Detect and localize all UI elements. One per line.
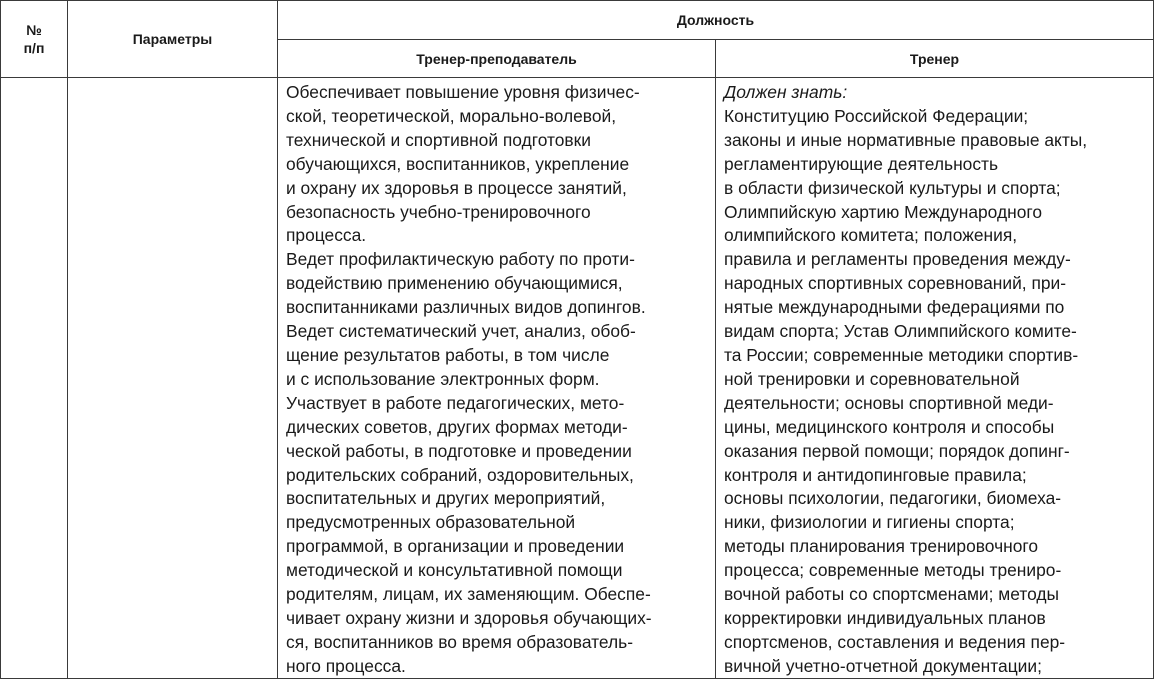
number-header-line1: № <box>26 22 42 38</box>
text-line: деятельности; основы спортивной меди- <box>724 392 1054 413</box>
text-line: щение результатов работы, в том числе <box>286 344 610 365</box>
text-line: чивает охрану жизни и здоровья обучающих- <box>286 607 652 628</box>
text-line: Конституцию Российской Федерации; <box>724 105 1029 126</box>
text-line: родительских собраний, оздоровительных, <box>286 464 634 485</box>
parameters-header: Параметры <box>68 1 278 78</box>
number-cell <box>1 78 68 679</box>
text-line: вичной учетно-отчетной документации; <box>724 655 1042 676</box>
text-line: правила и регламенты проведения между- <box>724 249 1071 270</box>
number-header <box>1 1 68 78</box>
text-line: Ведет профилактическую работу по проти- <box>286 249 635 270</box>
text-line: цины, медицинского контроля и способы <box>724 416 1055 437</box>
text-line: родителям, лицам, их заменяющим. Обеспе- <box>286 584 651 605</box>
text-line: та России; современные методики спортив- <box>724 344 1079 365</box>
text-line: и охрану их здоровья в процессе занятий, <box>286 177 627 198</box>
text-line: водействию применению обучающимися, <box>286 273 623 294</box>
text-line: Олимпийскую хартию Международного <box>724 201 1043 222</box>
text-line: воспитанниками различных видов допингов. <box>286 297 646 318</box>
text-line: дических советов, других формах методи- <box>286 416 628 437</box>
text-line: ной тренировки и соревновательной <box>724 368 1020 389</box>
text-line: ческой работы, в подготовке и проведении <box>286 440 632 461</box>
text-line: Участвует в работе педагогических, мето- <box>286 392 625 413</box>
text-line: обучающихся, воспитанников, укрепление <box>286 153 630 174</box>
text-line: народных спортивных соревнований, при- <box>724 273 1067 294</box>
text-line: нятые международными федерациями по <box>724 297 1065 318</box>
text-line: ской, теоретической, морально-волевой, <box>286 105 617 126</box>
text-line: воспитательных и других мероприятий, <box>286 488 606 509</box>
text-line: программой, в организации и проведении <box>286 536 625 557</box>
text-line: ного процесса. <box>286 655 406 676</box>
trainer-header: Тренер <box>716 40 1154 78</box>
text-line: методы планирования тренировочного <box>724 536 1039 557</box>
text-line: технической и спортивной подготовки <box>286 129 591 150</box>
text-line: основы психологии, педагогики, биомеха- <box>724 488 1062 509</box>
text-line: Обеспечивает повышение уровня физичес- <box>286 82 640 102</box>
trainer-teacher-text <box>278 78 715 678</box>
text-line: безопасность учебно-тренировочного <box>286 201 591 222</box>
text-line: видам спорта; Устав Олимпийского комите- <box>724 321 1077 342</box>
number-header-line2: п/п <box>23 40 45 56</box>
text-line: предусмотренных образовательной <box>286 512 576 533</box>
text-line: регламентирующие деятельность <box>724 153 999 174</box>
text-line: оказания первой помощи; порядок допинг- <box>724 440 1070 461</box>
trainer-teacher-header: Тренер-преподаватель <box>278 40 716 78</box>
text-line: контроля и антидопинговые правила; <box>724 464 1027 485</box>
text-line: спортсменов, составления и ведения пер- <box>724 631 1066 652</box>
trainer-teacher-cell <box>278 78 716 679</box>
trainer-text <box>716 78 1153 678</box>
parameter-cell <box>68 78 278 679</box>
text-line: законы и иные нормативные правовые акты, <box>724 129 1088 150</box>
text-line: в области физической культуры и спорта; <box>724 177 1061 198</box>
trainer-heading: Должен знать: <box>724 82 848 102</box>
trainer-cell <box>716 78 1154 679</box>
text-line: Ведет систематический учет, анализ, обоб- <box>286 321 636 342</box>
table-row <box>1 78 1154 679</box>
text-line: ники, физиологии и гигиены спорта; <box>724 512 1015 533</box>
text-line: ся, воспитанников во время образователь- <box>286 631 633 652</box>
text-line: методической и консультативной помощи <box>286 560 623 581</box>
text-line: корректировки индивидуальных планов <box>724 607 1046 628</box>
text-line: олимпийского комитета; положения, <box>724 225 1018 246</box>
position-header: Должность <box>278 1 1154 40</box>
text-line: процесса; современные методы трениро- <box>724 560 1062 581</box>
text-line: процесса. <box>286 225 367 246</box>
text-line: вочной работы со спортсменами; методы <box>724 584 1060 605</box>
text-line: и с использование электронных форм. <box>286 368 600 389</box>
trainer-lines <box>724 105 1145 678</box>
